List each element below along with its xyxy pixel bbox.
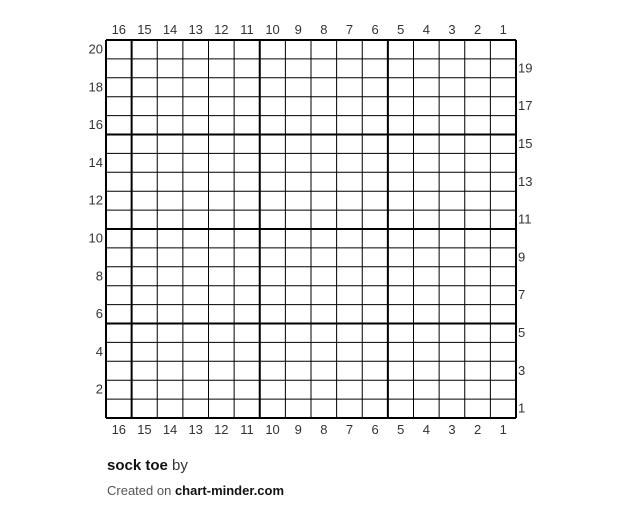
column-label-top: 11 [240, 22, 254, 37]
column-label-bottom: 14 [162, 422, 178, 437]
column-label-top: 16 [111, 22, 127, 37]
column-label-top: 8 [320, 22, 328, 37]
column-label-top: 15 [137, 22, 152, 37]
column-label-top: 4 [422, 22, 430, 37]
column-label-bottom: 6 [371, 422, 379, 437]
column-label-bottom: 11 [240, 422, 254, 437]
column-label-top: 14 [162, 22, 178, 37]
row-label-left: 2 [95, 381, 103, 397]
row-label-left: 16 [88, 117, 103, 133]
row-label-right: 11 [518, 211, 532, 227]
column-label-bottom: 3 [448, 422, 456, 437]
column-label-top: 6 [371, 22, 379, 37]
column-label-bottom: 1 [499, 422, 507, 437]
chart-title-line [107, 456, 188, 476]
row-label-right: 3 [518, 362, 526, 378]
row-label-right: 15 [518, 135, 533, 151]
column-label-top: 12 [214, 22, 229, 37]
row-label-left: 12 [88, 192, 103, 208]
row-label-right: 19 [518, 60, 533, 76]
column-label-bottom: 13 [188, 422, 203, 437]
site-link[interactable]: chart-minder.com [174, 483, 285, 498]
column-label-bottom: 9 [294, 422, 302, 437]
column-label-bottom: 15 [137, 422, 152, 437]
column-label-bottom: 5 [397, 422, 405, 437]
row-label-right: 17 [518, 98, 533, 114]
row-label-left: 14 [88, 154, 103, 170]
row-label-left: 6 [95, 306, 103, 322]
column-label-top: 3 [448, 22, 456, 37]
chart-credit [107, 482, 284, 500]
column-label-top: 13 [188, 22, 203, 37]
row-label-left: 8 [95, 268, 103, 284]
chart-title: sock toe [107, 457, 168, 474]
column-label-bottom: 10 [265, 422, 280, 437]
row-label-right: 13 [518, 173, 533, 189]
created-on-text: Created on [107, 483, 172, 498]
row-label-left: 20 [88, 41, 103, 57]
column-label-bottom: 8 [320, 422, 328, 437]
column-label-bottom: 4 [422, 422, 430, 437]
column-label-top: 10 [265, 22, 280, 37]
column-label-bottom: 7 [345, 422, 354, 437]
row-label-right: 7 [518, 287, 526, 303]
column-label-top: 1 [499, 22, 507, 37]
column-label-top: 2 [473, 22, 482, 37]
column-label-bottom: 12 [214, 422, 229, 437]
chart-author-by: by [172, 457, 188, 474]
row-label-right: 5 [518, 324, 526, 340]
row-label-left: 18 [88, 79, 103, 95]
row-label-right: 9 [518, 249, 526, 265]
column-label-top: 5 [397, 22, 405, 37]
row-label-left: 4 [95, 343, 103, 359]
column-label-bottom: 16 [111, 422, 127, 437]
row-label-left: 10 [88, 230, 103, 246]
column-label-top: 7 [345, 22, 354, 37]
column-label-bottom: 2 [473, 422, 482, 437]
row-label-right: 1 [518, 400, 526, 416]
column-label-top: 9 [294, 22, 302, 37]
